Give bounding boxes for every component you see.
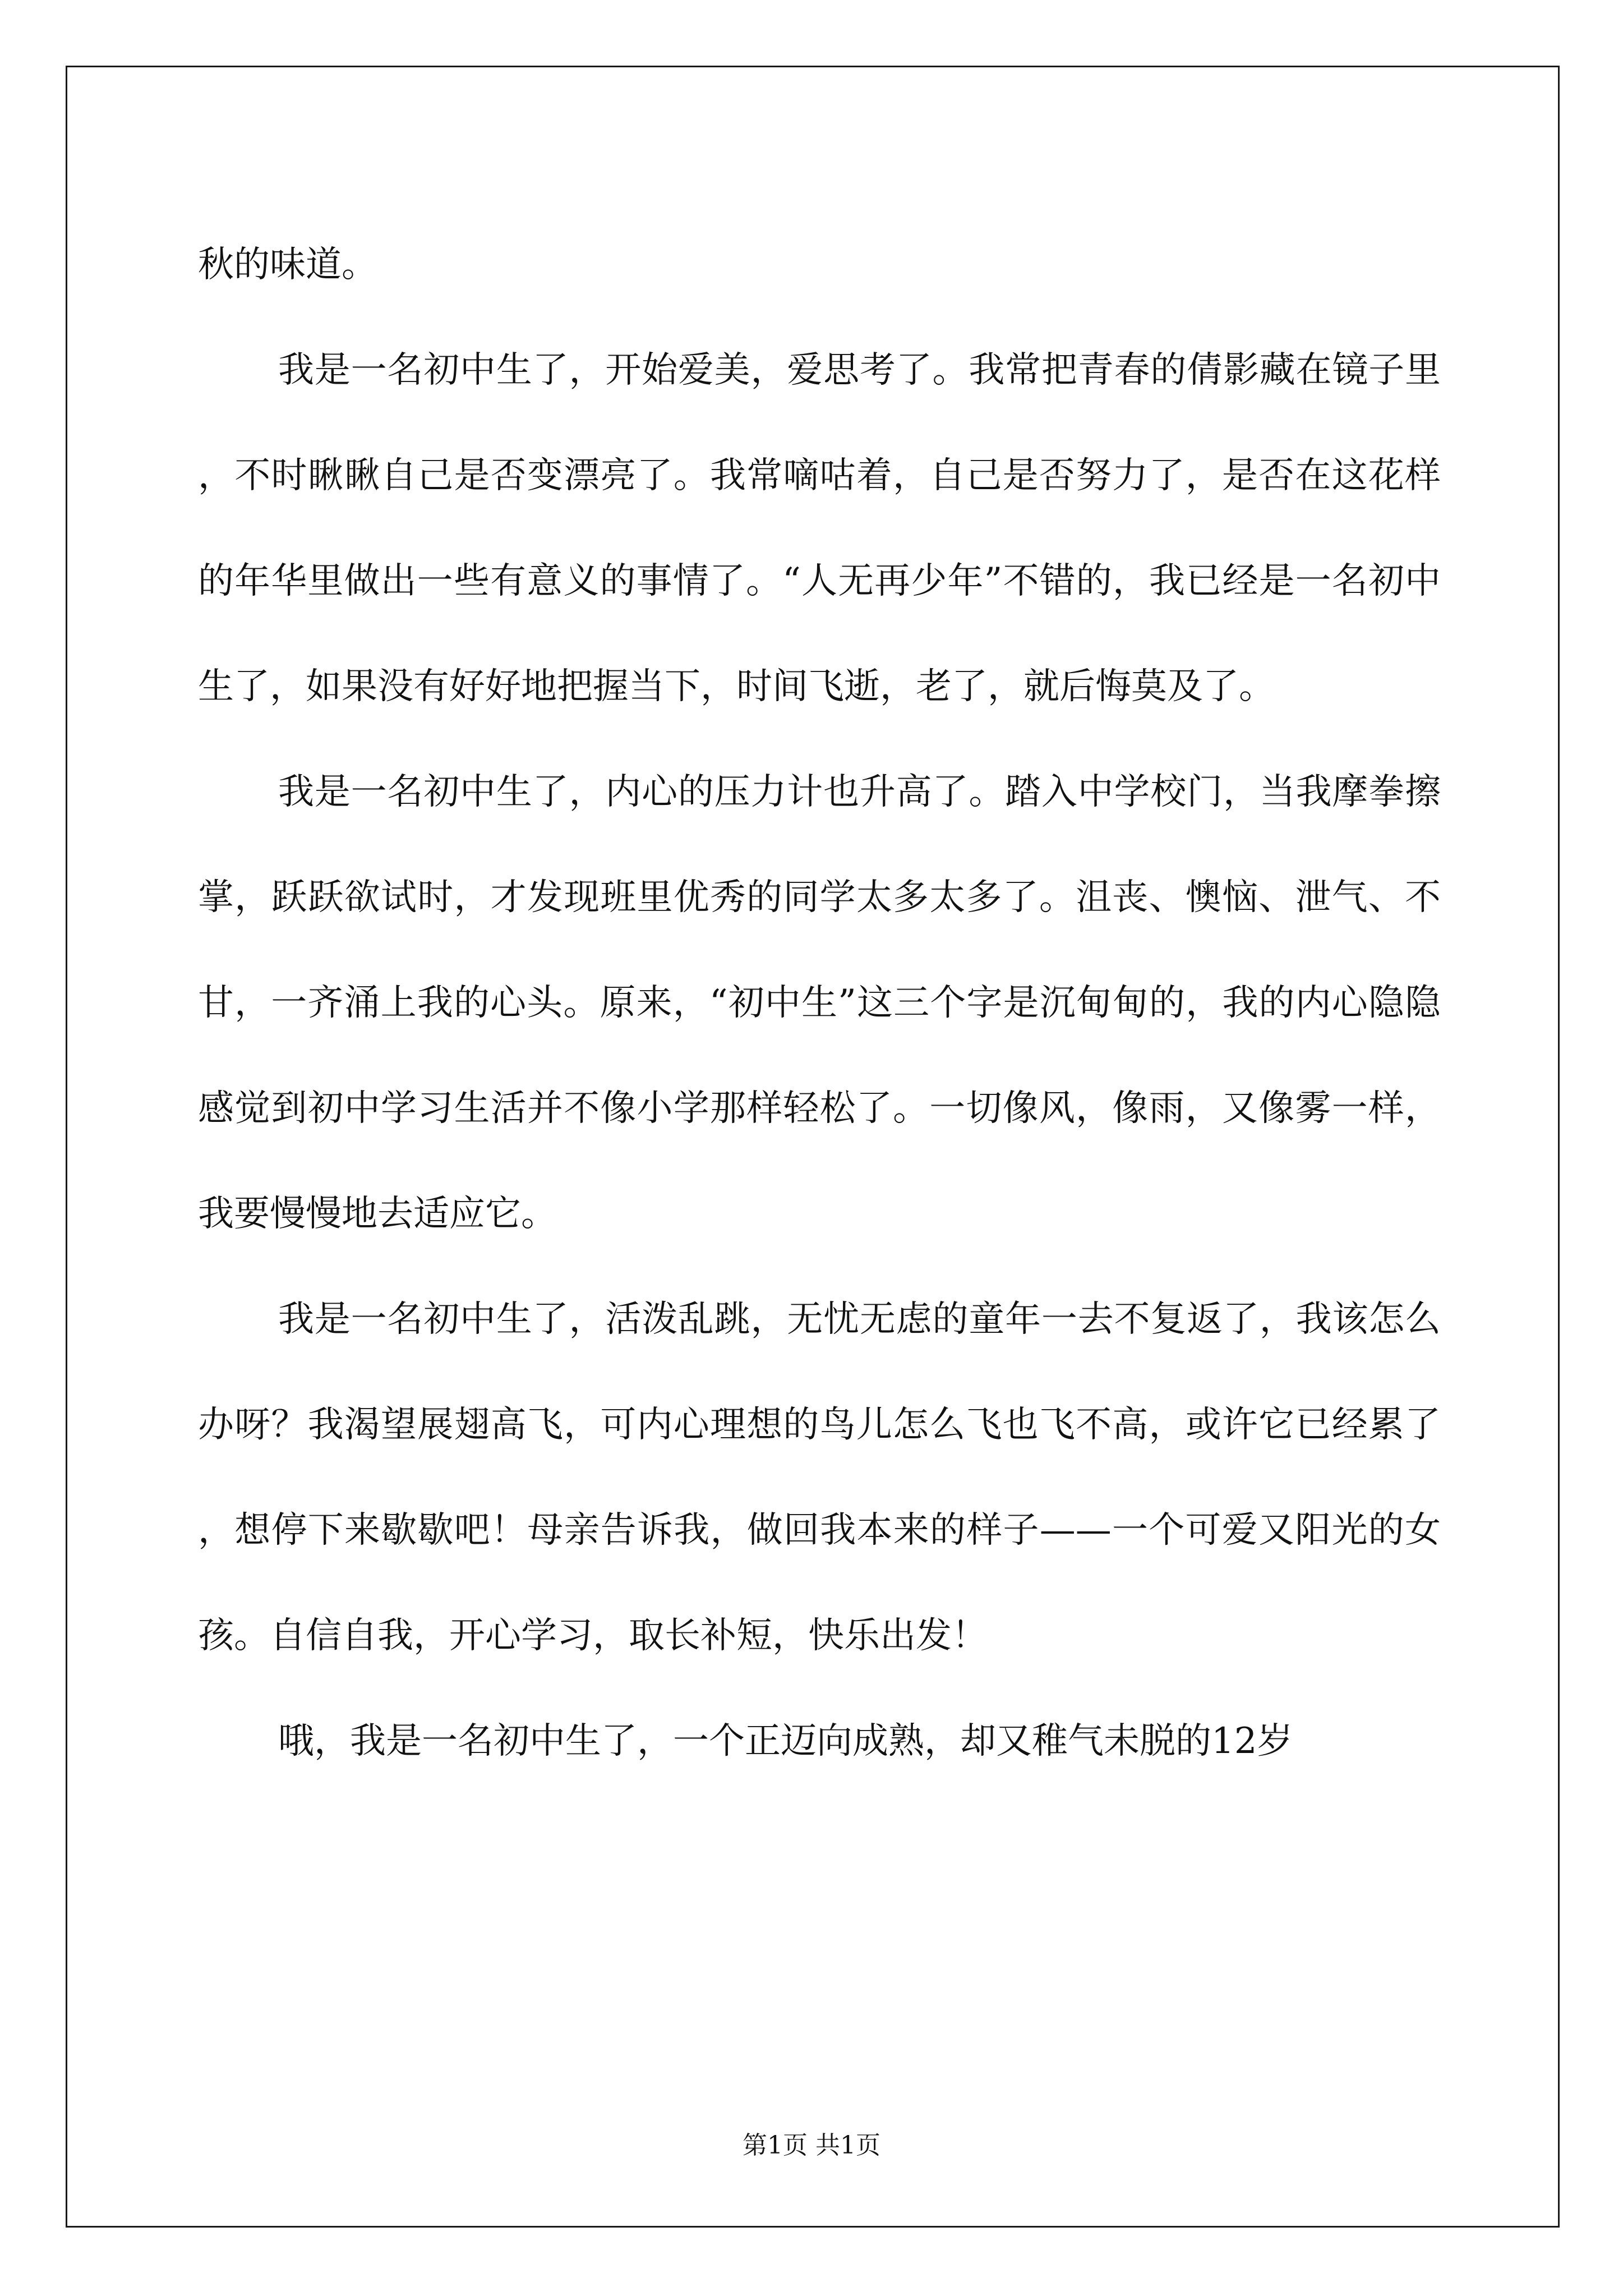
paragraph-2: 我是一名初中生了，开始爱美，爱思考了。我常把青春的倩影藏在镜子里，不时瞅瞅自己是否变漂亮了。我常嘀咕着，自己是否努力了，是否在这花样的年华里做出一些有意义的事情了。“人无再少年”不错的，我已经是一名初中生了，如果没有好好地把握当下，时间飞逝，老了，就后悔莫及了。 bbox=[198, 349, 1441, 707]
paragraph-5: 哦，我是一名初中生了，一个正迈向成熟，却又稚气未脱的12岁 bbox=[278, 1720, 1293, 1762]
document-body bbox=[198, 212, 1441, 1794]
paragraph-1: 秋的味道。 bbox=[198, 244, 377, 286]
page-number: 第1页 共1页 bbox=[743, 2131, 880, 2160]
paragraph-4: 我是一名初中生了，活泼乱跳，无忧无虑的童年一去不复返了，我该怎么办呀？我渴望展翅高飞，可内心理想的鸟儿怎么飞也飞不高，或许它已经累了，想停下来歇歇吧！母亲告诉我，做回我本来的样子——一个可爱又阳光的女孩。自信自我，开心学习，取长补短，快乐出发！ bbox=[198, 1299, 1441, 1657]
paragraph-3: 我是一名初中生了，内心的压力计也升高了。踏入中学校门，当我摩拳擦掌，跃跃欲试时，才发现班里优秀的同学太多太多了。沮丧、懊恼、泄气、不甘，一齐涌上我的心头。原来，“初中生”这三个字是沉甸甸的，我的内心隐隐感觉到初中学习生活并不像小学那样轻松了。一切像风，像雨，又像雾一样，我要慢慢地去适应它。 bbox=[198, 771, 1441, 1235]
